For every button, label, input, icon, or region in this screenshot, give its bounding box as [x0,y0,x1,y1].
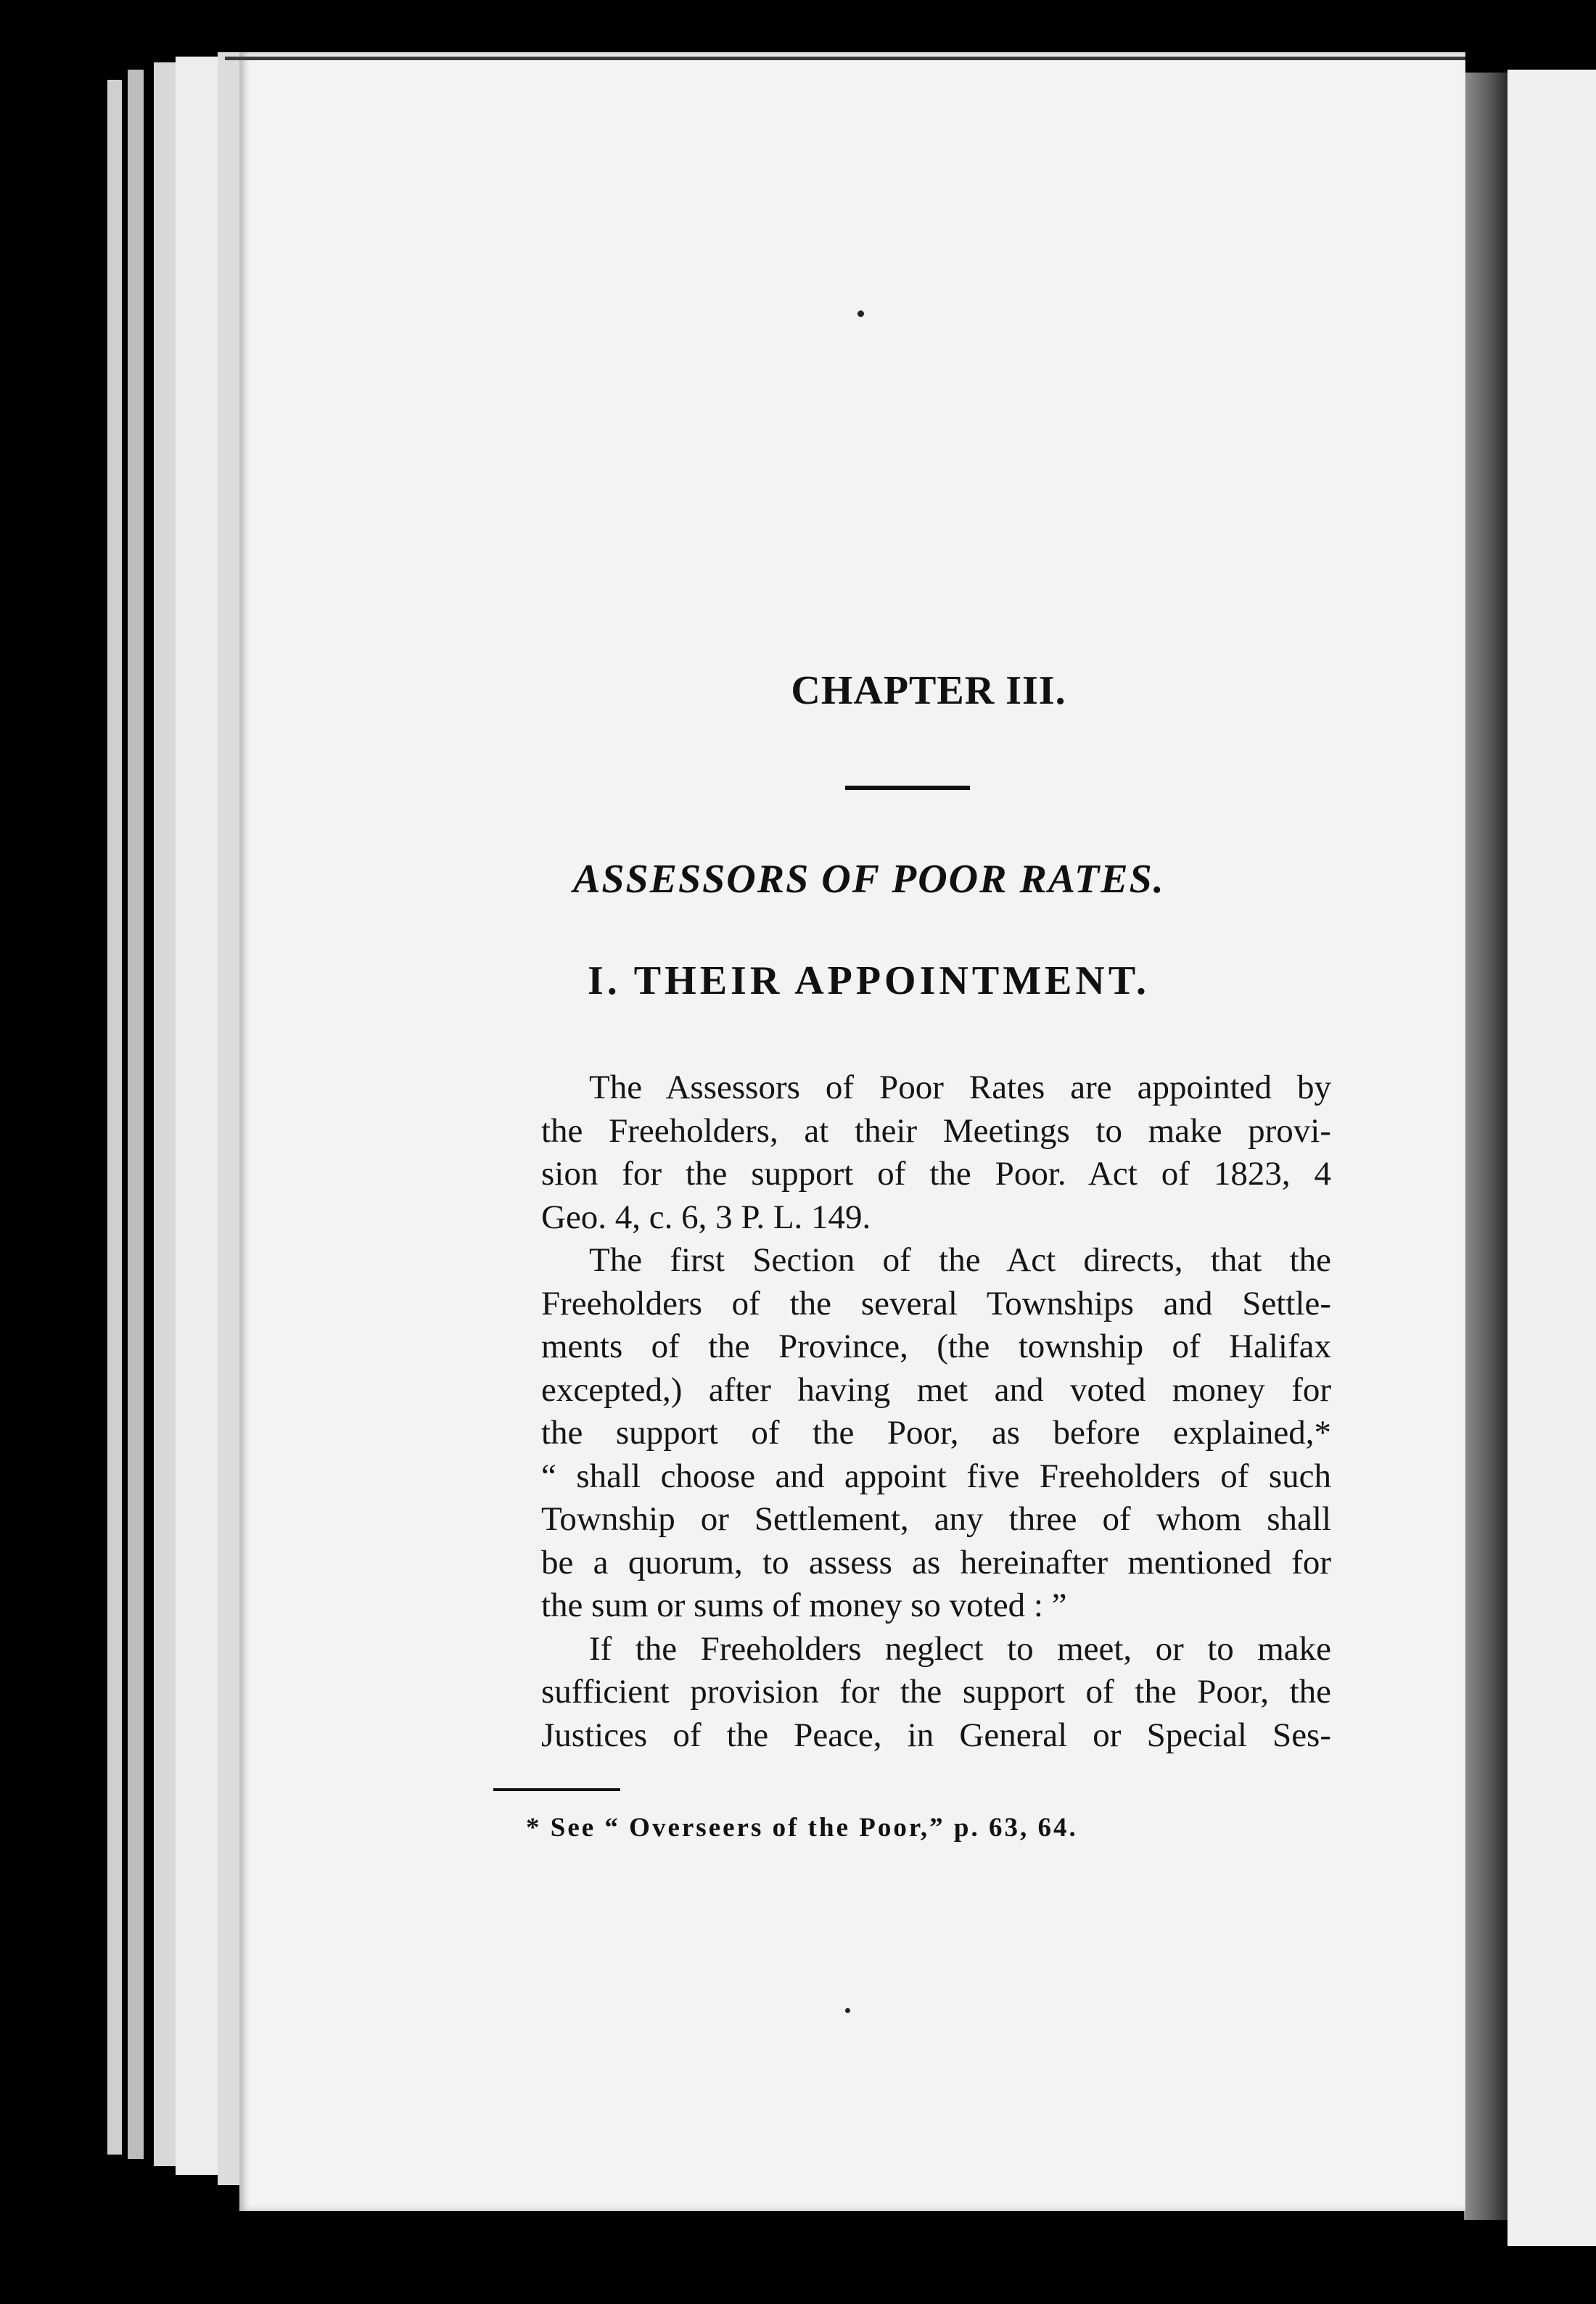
page-edge [107,80,122,2155]
text-line: Freeholders of the several Townships and Settle- [541,1284,1331,1322]
text-line: Geo. 4, c. 6, 3 P. L. 149. [541,1198,871,1236]
text-line: be a quorum, to assess as hereinafter mentioned for [541,1543,1331,1581]
page-edge [154,62,176,2166]
text-line: Justices of the Peace, in General or Special Ses- [541,1716,1331,1754]
text-line: If the Freeholders neglect to meet, or to make [589,1629,1331,1668]
text-line: excepted,) after having met and voted money for [541,1370,1331,1409]
text-line: ments of the Province, (the township of Halifax [541,1328,1331,1365]
facing-page-edge [1507,70,1596,2246]
footnote: * See “ Overseers of the Poor,” p. 63, 64. [526,1813,1078,1843]
page-top-rule [225,57,1465,60]
chapter-rule [845,786,970,790]
section-heading: I. THEIR APPOINTMENT. [588,958,1151,1003]
page-edge [128,70,144,2159]
body-text [493,1066,1331,1757]
page-edge [218,52,239,2185]
chapter-title: CHAPTER III. [791,668,1066,713]
footnote-rule [493,1788,620,1791]
paragraph [493,1628,1331,1758]
printer-mark-dot [857,310,864,317]
text-line: Township or Settlement, any three of whom shall [541,1500,1331,1538]
paragraph [493,1066,1331,1239]
text-line: “ shall choose and appoint five Freeholders of such [541,1457,1331,1495]
text-line: The first Section of the Act directs, that the [589,1241,1331,1279]
chapter-subtitle: ASSESSORS OF POOR RATES. [573,857,1165,902]
text-line: sion for the support of the Poor. Act of 1823, 4 [541,1155,1331,1193]
text-line: the support of the Poor, as before explained,* [541,1414,1331,1452]
text-line: The Assessors of Poor Rates are appointed by [589,1069,1331,1106]
text-line: the sum or sums of money so voted : ” [541,1587,1067,1624]
printer-mark-dot [845,2008,850,2013]
book-binding-shadow [1464,73,1507,2220]
paragraph [493,1239,1331,1628]
text-line: sufficient provision for the support of the Poor, the [541,1673,1331,1711]
text-line: the Freeholders, at their Meetings to make provi- [541,1111,1331,1150]
